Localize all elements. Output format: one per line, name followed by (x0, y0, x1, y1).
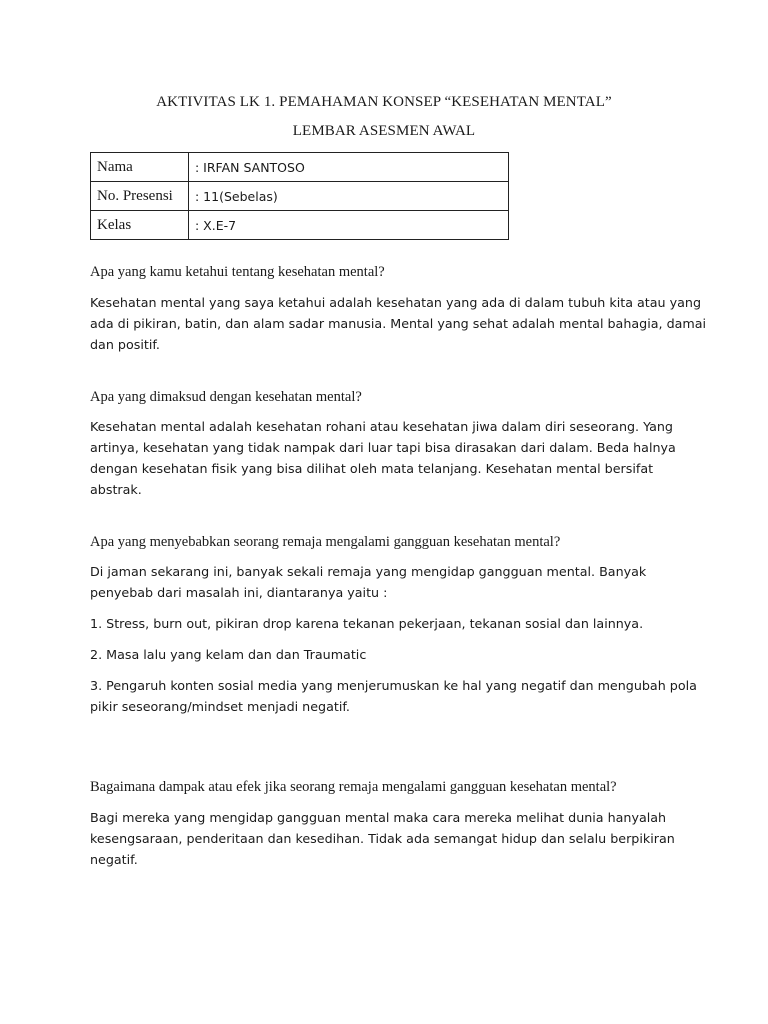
answer-1 (90, 292, 707, 355)
answer-2 (90, 416, 680, 500)
question-2: Apa yang dimaksud dengan kesehatan mental? (90, 389, 362, 405)
document-subtitle: LEMBAR ASESMEN AWAL (292, 123, 476, 139)
cause-item-2: 2. Masa lalu yang kelam dan dan Traumatic (90, 647, 367, 662)
cause-item-3-line: pikir seseorang/mindset menjadi negatif. (90, 699, 350, 714)
question-1: Apa yang kamu ketahui tentang kesehatan mental? (90, 264, 385, 280)
document-title: AKTIVITAS LK 1. PEMAHAMAN KONSEP “KESEHATAN MENTAL” (156, 94, 612, 110)
answer-1-line: Kesehatan mental yang saya ketahui adalah kesehatan yang ada di dalam tubuh kita atau yang (90, 295, 701, 310)
answer-4-line: negatif. (90, 852, 138, 867)
identity-table (90, 152, 509, 240)
question-4: Bagaimana dampak atau efek jika seorang remaja mengalami gangguan kesehatan mental? (90, 779, 617, 795)
cause-item-3 (90, 675, 697, 717)
answer-3-intro (90, 561, 680, 603)
answer-1-line: ada di pikiran, batin, dan alam sadar manusia. Mental yang sehat adalah mental bahagia, damai (90, 316, 707, 331)
answer-2-line: abstrak. (90, 482, 142, 497)
question-3: Apa yang menyebabkan seorang remaja mengalami gangguan kesehatan mental? (90, 534, 561, 550)
answer-3-line: penyebab dari masalah ini, diantaranya yaitu : (90, 585, 388, 600)
answer-4-line: Bagi mereka yang mengidap gangguan mental maka cara mereka melihat dunia hanyalah (90, 810, 667, 825)
answer-4-line: kesengsaraan, penderitaan dan kesedihan. Tidak ada semangat hidup dan selalu berpikiran (90, 831, 675, 846)
table-row (91, 182, 509, 211)
kelas-label: Kelas (91, 211, 189, 240)
presensi-value: : 11(Sebelas) (189, 182, 509, 211)
answer-1-line: dan positif. (90, 337, 160, 352)
kelas-value: : X.E-7 (189, 211, 509, 240)
table-row (91, 153, 509, 182)
cause-item-3-line: 3. Pengaruh konten sosial media yang menjerumuskan ke hal yang negatif dan mengubah pola (90, 678, 697, 693)
answer-2-line: dengan kesehatan fisik yang bisa dilihat oleh mata telanjang. Kesehatan mental bersifat (90, 461, 654, 476)
answer-2-line: Kesehatan mental adalah kesehatan rohani atau kesehatan jiwa dalam diri seseorang. Yang (90, 419, 673, 434)
table-row (91, 211, 509, 240)
name-value: : IRFAN SANTOSO (189, 153, 509, 182)
presensi-label: No. Presensi (91, 182, 189, 211)
cause-item-1: 1. Stress, burn out, pikiran drop karena tekanan pekerjaan, tekanan sosial dan lainnya. (90, 616, 644, 631)
answer-3-line: Di jaman sekarang ini, banyak sekali remaja yang mengidap gangguan mental. Banyak (90, 564, 647, 579)
answer-2-line: artinya, kesehatan yang tidak nampak dari luar tapi bisa dirasakan dari dalam. Beda halnya (90, 440, 676, 455)
answer-4 (90, 807, 680, 870)
name-label: Nama (91, 153, 189, 182)
